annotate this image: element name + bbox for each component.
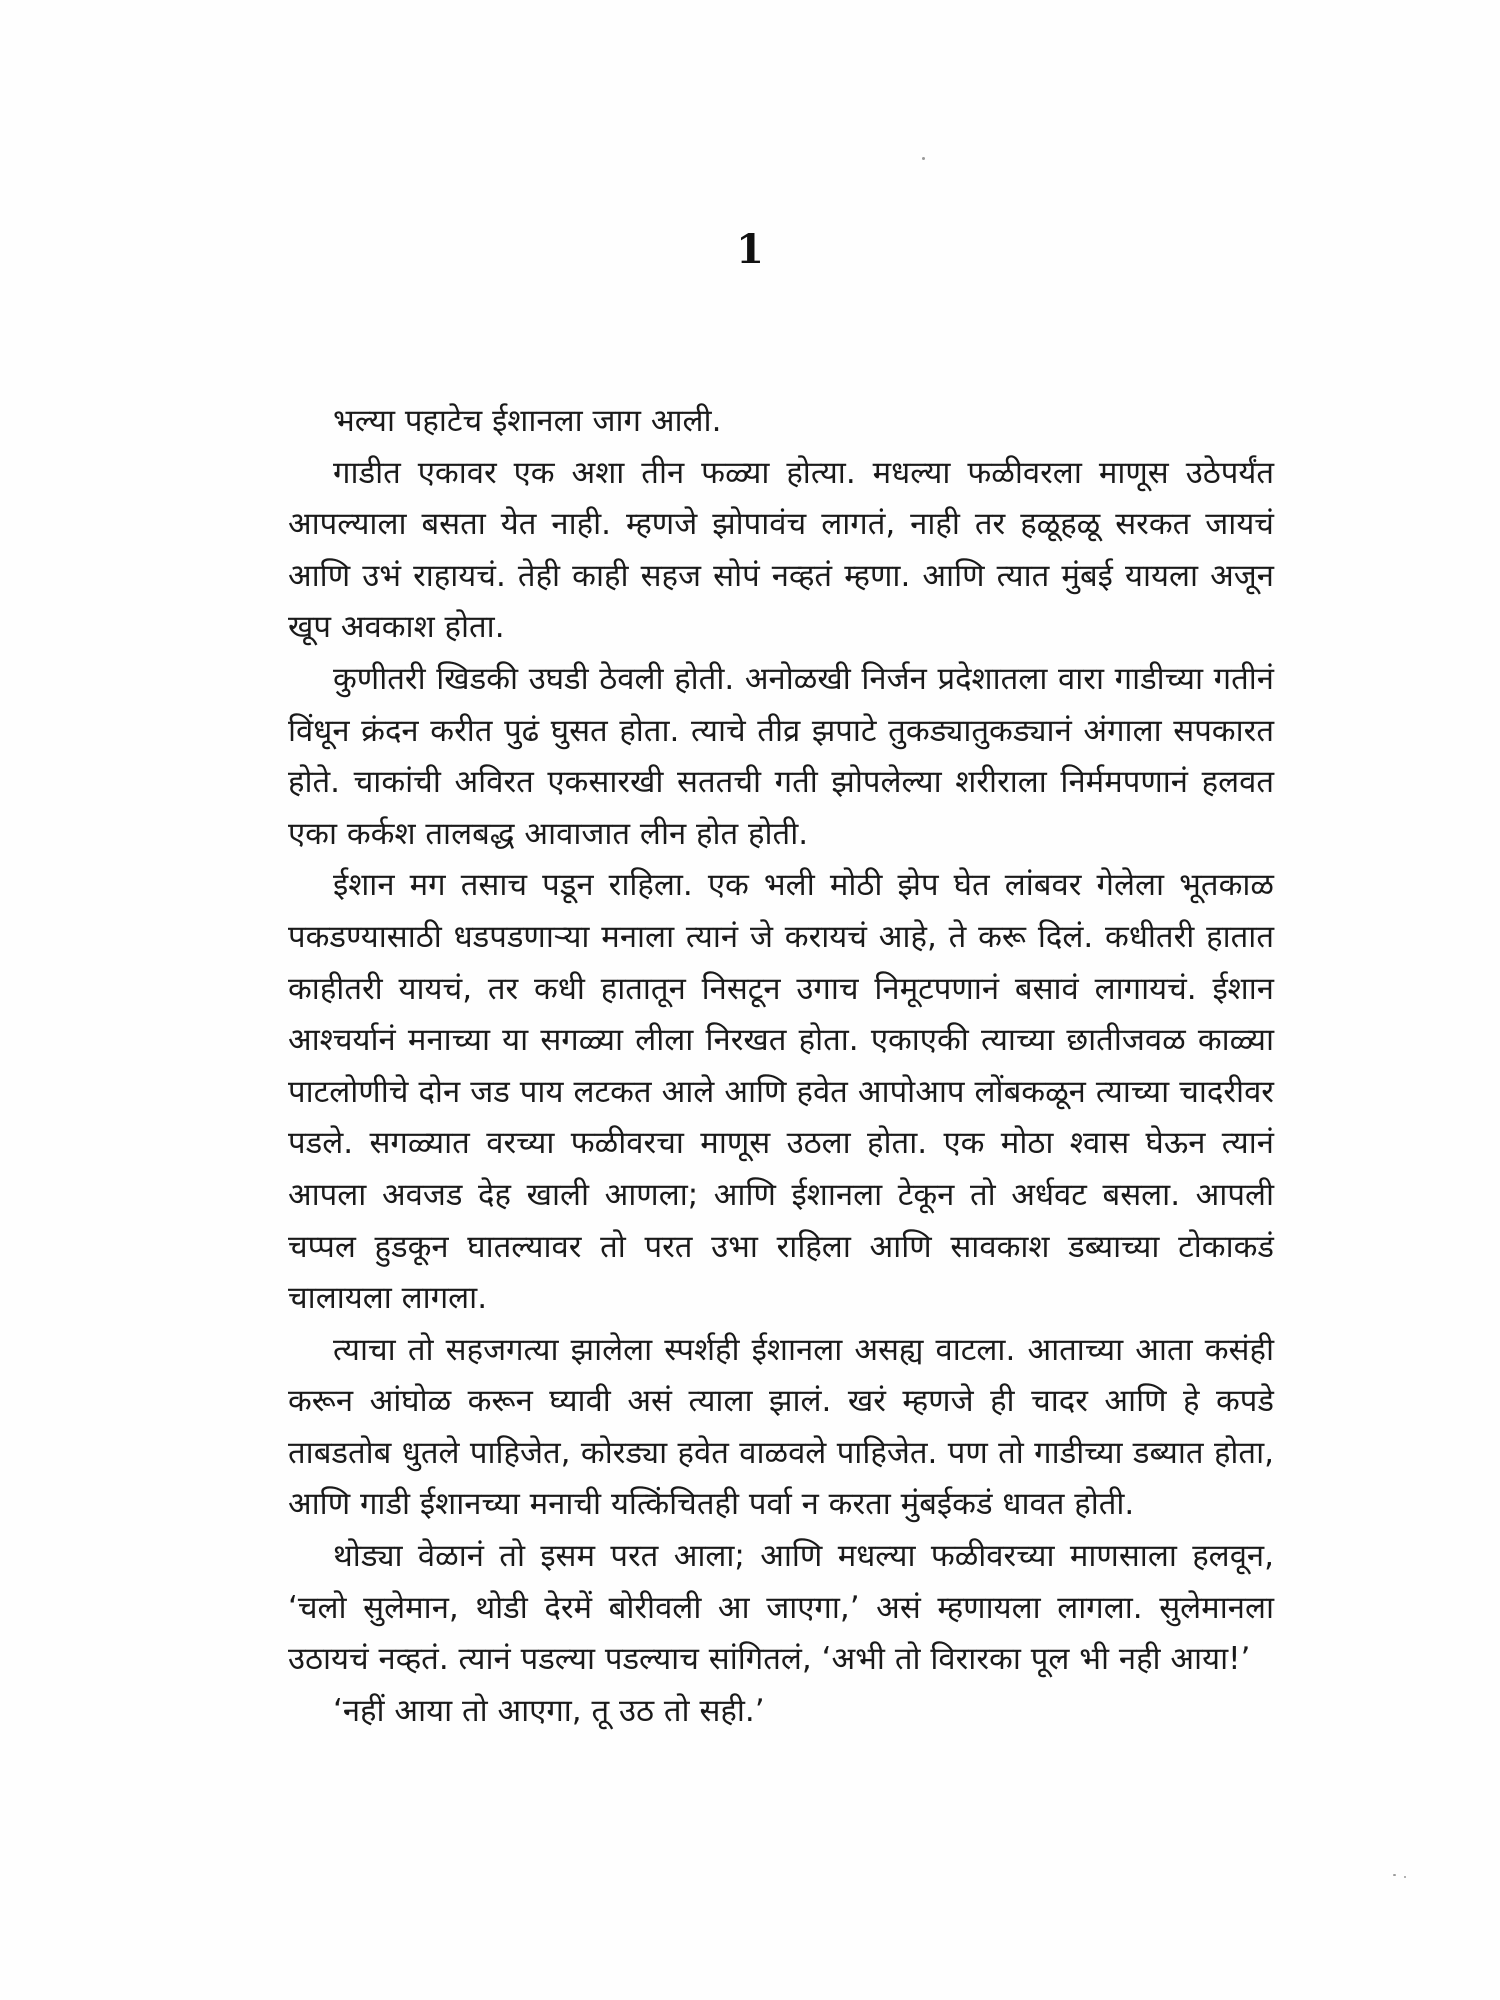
scan-speck — [922, 157, 925, 160]
paragraph-5: त्याचा तो सहजगत्या झालेला स्पर्शही ईशानला असह्य वाटला. आताच्या आता कसंही करून आंघोळ करून घ्यावी असं त्याला झालं. खरं म्हणजे ही चादर आणि हे कपडे ताबडतोब धुतले पाहिजेत, कोरड्या हवेत वाळवले पाहिजेत. पण तो गाडीच्या डब्यात होता, आणि गाडी ईशानच्या मनाची यत्किंचितही पर्वा न करता मुंबईकडं धावत होती. — [288, 1331, 1274, 1523]
chapter-number: 1 — [736, 226, 764, 273]
scan-speck — [1393, 1874, 1396, 1876]
scan-speck — [1404, 1876, 1406, 1878]
paragraph-2: गाडीत एकावर एक अशा तीन फळ्या होत्या. मधल्या फळीवरला माणूस उठेपर्यंत आपल्याला बसता येत नाही. म्हणजे झोपावंच लागतं, नाही तर हळूहळू सरकत जायचं आणि उभं राहायचं. तेही काही सहज सोपं नव्हतं म्हणा. आणि त्यात मुंबई यायला अजून खूप अवकाश होता. — [288, 454, 1274, 646]
paragraph-7: ‘नहीं आया तो आएगा, तू उठ तो सही.’ — [333, 1692, 765, 1729]
paragraph-3: कुणीतरी खिडकी उघडी ठेवली होती. अनोळखी निर्जन प्रदेशातला वारा गाडीच्या गतीनं विंधून क्रंदन करीत पुढं घुसत होता. त्याचे तीव्र झपाटे तुकड्यातुकड्यानं अंगाला सपकारत होते. चाकांची अविरत एकसारखी सततची गती झोपलेल्या शरीराला निर्ममपणानं हलवत एका कर्कश तालबद्ध आवाजात लीन होत होती. — [288, 660, 1274, 852]
chapter-body — [288, 396, 1274, 1737]
paragraph-6: थोड्या वेळानं तो इसम परत आला; आणि मधल्या फळीवरच्या माणसाला हलवून, ‘चलो सुलेमान, थोडी देरमें बोरीवली आ जाएगा,’ असं म्हणायला लागला. सुलेमानला उठायचं नव्हतं. त्यानं पडल्या पडल्याच सांगितलं, ‘अभी तो विरारका पूल भी नही आया!’ — [288, 1538, 1274, 1678]
paragraph-4: ईशान मग तसाच पडून राहिला. एक भली मोठी झेप घेत लांबवर गेलेला भूतकाळ पकडण्यासाठी धडपडणाऱ्या मनाला त्यानं जे करायचं आहे, ते करू दिलं. कधीतरी हातात काहीतरी यायचं, तर कधी हातातून निसटून उगाच निमूटपणानं बसावं लागायचं. ईशान आश्चर्यानं मनाच्या या सगळ्या लीला निरखत होता. एकाएकी त्याच्या छातीजवळ काळ्या पाटलोणीचे दोन जड पाय लटकत आले आणि हवेत आपोआप लोंबकळून त्याच्या चादरीवर पडले. सगळ्यात वरच्या फळीवरचा माणूस उठला होता. एक मोठा श्वास घेऊन त्यानं आपला अवजड देह खाली आणला; आणि ईशानला टेकून तो अर्धवट बसला. आपली चप्पल हुडकून घातल्यावर तो परत उभा राहिला आणि सावकाश डब्याच्या टोकाकडं चालायला लागला. — [288, 867, 1274, 1317]
paragraph-1: भल्या पहाटेच ईशानला जाग आली. — [333, 403, 722, 439]
